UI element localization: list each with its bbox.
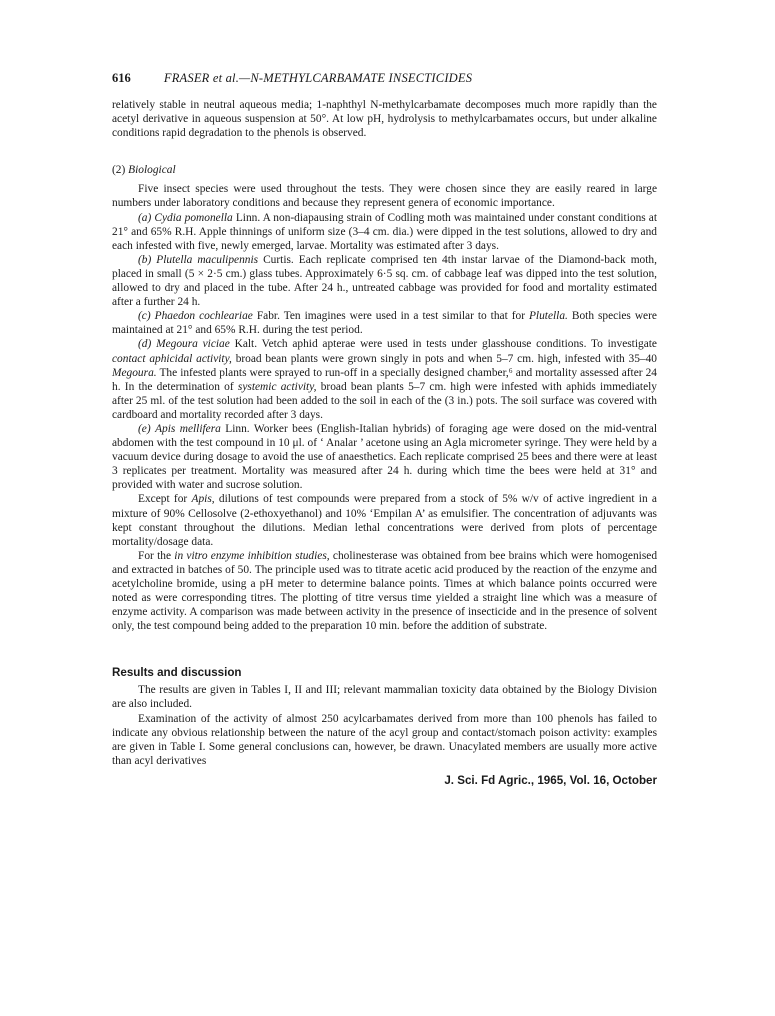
species-paragraph-a <box>112 211 657 253</box>
species-authority: Fabr. <box>256 310 280 323</box>
species-paragraph-c <box>112 309 657 337</box>
species-name: Cydia pomonella <box>154 211 233 224</box>
running-head <box>112 70 657 86</box>
species-text: A non-diapausing strain of Codling moth was maintained under constant conditions at 21° and 65% R.H. Apple thinnings of uniform size (3–4 cm. dia.) were dipped in the test solutions, allowed to dry and each infested with five, newly emerged, larvae. Mortality was estimated after 3 days. <box>112 211 657 252</box>
species-paragraph-b <box>112 253 657 309</box>
item-marker: (d) <box>138 338 152 351</box>
species-authority: Kalt. <box>234 338 258 351</box>
results-paragraph-2: Examination of the activity of almost 250 acylcarbamates derived from more than 100 phenols has failed to indicate any obvious relationship between the nature of the acyl group and contact/stomach poison activity: examples are given in Table I. Some general conclusions can, however, be drawn. Unacylated members are usually more active than acyl derivatives <box>112 712 657 767</box>
species-paragraph-d <box>112 337 657 422</box>
species-paragraph-e <box>112 422 657 492</box>
item-marker: (e) <box>138 422 151 435</box>
journal-citation: J. Sci. Fd Agric., 1965, Vol. 16, October <box>444 773 657 787</box>
section-number: (2) <box>112 164 126 177</box>
body-text: dilutions of test compounds were prepared from a stock of 5% w/v of active ingredient in a mixture of 90% Cellosolve (2-ethoxyethanol) and 10% ‘Empilan A’ as emulsifier. The concentration of adjuvants was kept constant throughout the dilutions. Median lethal concentrations were derived from plots of percentage mortality/dosage data. <box>112 493 657 548</box>
body-text: For the <box>138 549 172 562</box>
species-name: Apis mellifera <box>155 422 221 435</box>
species-name: Plutella maculipennis <box>156 253 259 266</box>
item-marker: (a) <box>138 211 152 224</box>
item-marker: (c) <box>138 310 151 323</box>
species-reference: Plutella. <box>528 310 568 323</box>
species-text: Worker bees (English-Italian hybrids) of foraging age were dosed on the mid-ventral abdomen with the test compound in 10 μl. of ‘ Analar ’ acetone using an Agla micrometer syringe. They were held by a vacuum device during dosage to avoid the use of anaesthetics. Each replicate comprised 25 bees and there were at least 3 replicates per treatment. Mortality was measured after 24 h. during which time the bees were held at 31° and provided with water and sucrose solution. <box>112 422 657 492</box>
species-text: Ten imagines were used in a test similar to that for <box>283 310 525 323</box>
intro-paragraph: relatively stable in neutral aqueous media; 1-naphthyl N-methylcarbamate decomposes much more rapidly than the acetyl derivative in aqueous suspension at 50°. At low pH, hydrolysis to methylcarbamates occurs, but under alkaline conditions rapid degradation to the phenols is observed. <box>112 99 657 140</box>
results-paragraph-1: The results are given in Tables I, II and III; relevant mammalian toxicity data obtained by the Biology Division are also included. <box>112 684 657 711</box>
biological-intro: Five insect species were used throughout the tests. They were chosen since they are easily reared in large numbers under laboratory conditions and because they represent genera of economic importance. <box>112 183 657 210</box>
emphasis-text: contact aphicidal activity, <box>112 352 232 365</box>
section-heading-biological <box>112 163 657 177</box>
running-title: FRASER et al.—N-METHYLCARBAMATE INSECTICIDES <box>163 71 473 85</box>
species-text: Each replicate comprised ten 4th instar larvae of the Diamond-back moth, placed in small (5 × 2·5 cm.) glass tubes. Approximately 6·5 sq. cm. of cabbage leaf was dipped into the test solution, allowed to dry and placed in the tube. After 24 h., untreated cabbage was provided for food and mortality estimated after a further 24 h. <box>112 253 657 309</box>
body-text: Except for <box>138 493 188 506</box>
emphasis-text: in vitro enzyme inhibition studies, <box>174 549 330 562</box>
section-heading-results: Results and discussion <box>112 666 242 680</box>
species-authority: Curtis. <box>263 253 294 266</box>
species-text: Both species were maintained at 21° and 65% R.H. during the test period. <box>112 310 657 337</box>
emphasis-text: Apis, <box>191 493 215 506</box>
body-text: cholinesterase was obtained from bee brains which were homogenised and extracted in batches of 50. The principle used was to titrate acetic acid produced by the reaction of the enzyme and acetylcholine bromide, using a pH meter to determine balance points. Times at which balance points occurred were noted as were corresponding titres. The plotting of titre versus time yielded a straight line which was a measure of enzyme activity. A comparison was made between activity in the presence of insecticide and in the presence of solvent only, the test compound being added to the preparation 10 min. before the addition of substrate. <box>112 549 658 633</box>
enzyme-paragraph <box>112 549 657 634</box>
page-number: 616 <box>112 71 131 85</box>
page <box>112 70 657 788</box>
species-name: Phaedon cochleariae <box>154 310 253 323</box>
species-authority: Linn. <box>235 211 261 224</box>
species-authority: Linn. <box>225 422 250 435</box>
species-name: Megoura viciae <box>156 338 230 351</box>
item-marker: (b) <box>138 253 152 266</box>
species-text: broad bean plants 5–7 cm. high were infested with aphids immediately after 25 ml. of the test solution had been added to the soil in each of the (3 in.) pots. The soil surface was covered with cardboard and mortality recorded after 3 days. <box>112 380 657 421</box>
species-text: The infested plants were sprayed to run-off in a specially designed chamber,⁶ and mortality assessed after 24 h. In the determination of <box>112 366 657 393</box>
emphasis-text: Megoura. <box>112 366 157 379</box>
emphasis-text: systemic activity, <box>237 380 317 393</box>
species-text: broad bean plants were grown singly in pots and when 5–7 cm. high, infested with 35–40 <box>235 352 657 365</box>
apis-dilution-paragraph <box>112 492 657 548</box>
section-label: Biological <box>128 164 176 177</box>
species-text: Vetch aphid apterae were used in tests under glasshouse conditions. To investigate <box>261 338 657 351</box>
